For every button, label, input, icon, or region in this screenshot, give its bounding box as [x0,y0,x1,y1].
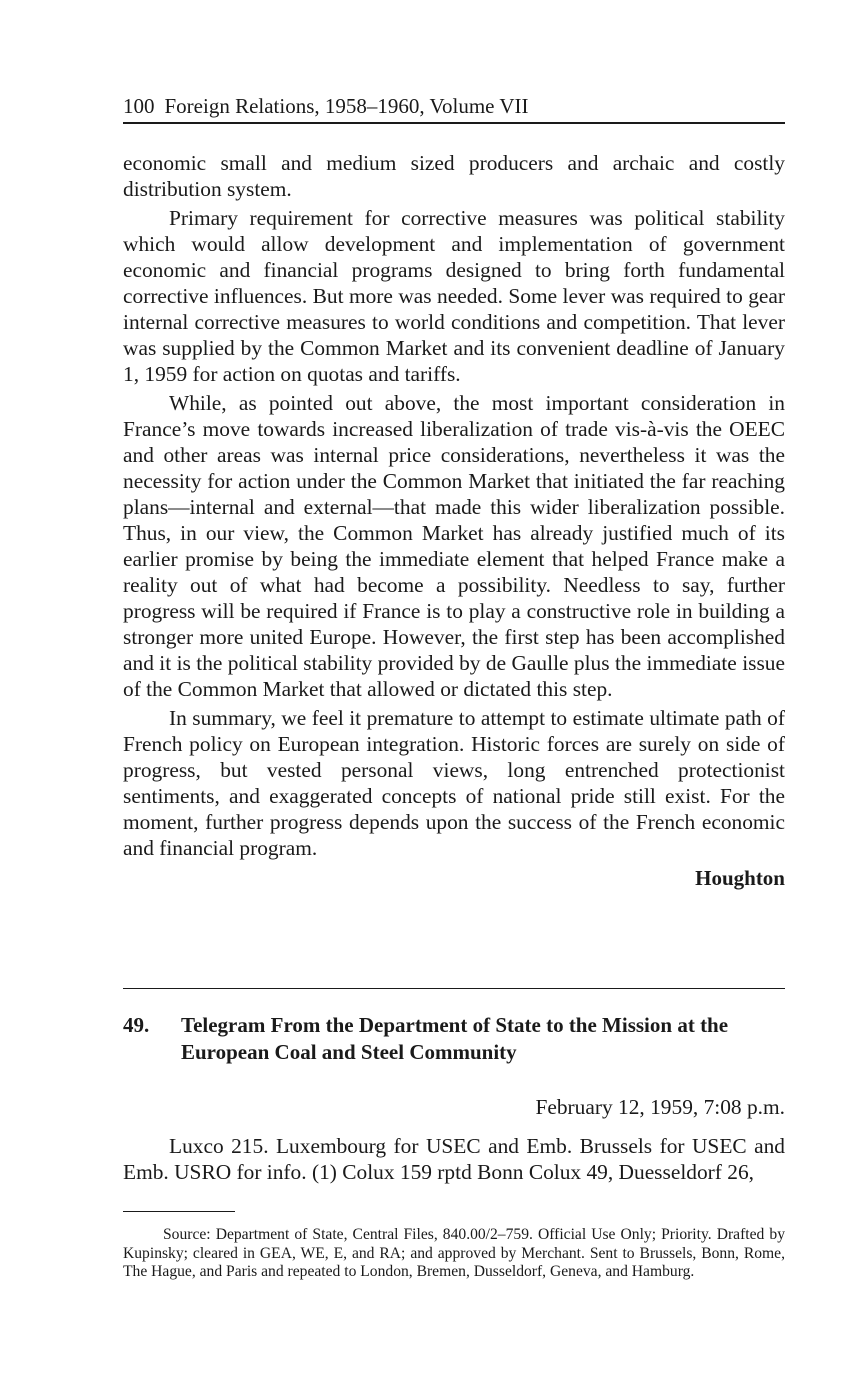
paragraph-corrective-measures: Primary requirement for corrective measures was political stability which would allow development and implementation of government economic and financial programs designed to bring forth fundamental corrective influences. But more was needed. Some lever was required to gear internal corrective measures to world conditions and competition. That lever was supplied by the Common Market and its convenient deadline of January 1, 1959 for action on quotas and tariffs. [123,206,785,386]
telegram-text: Luxco 215. Luxembourg for USEC and Emb. Brussels for USEC and Emb. USRO for info. (1) Colux 159 rptd Bonn Colux 49, Duesseldorf 26, [123,1134,785,1184]
document-page [123,92,785,1281]
document-number: 49. [123,1013,150,1037]
paragraph-liberalization: While, as pointed out above, the most important consideration in France’s move towards increased liberalization of trade vis-à-vis the OEEC and other areas was internal price considerations, nevertheless it was the necessity for action under the Common Market that initiated the far reaching plans—internal and external—that made this wider liberalization possible. Thus, in our view, the Common Market has already justified much of its earlier promise by being the immediate element that helped France make a reality out of what had become a possibility. Needless to say, further progress will be required if France is to play a constructive role in building a stronger more united Europe. However, the first step has been accomplished and it is the political stability provided by de Gaulle plus the immediate issue of the Common Market that allowed or dictated this step. [123,391,785,701]
footnote-divider [123,1211,235,1212]
page-number: 100 [123,94,155,118]
body-text [123,150,785,892]
source-footnote: Source: Department of State, Central Files, 840.00/2–759. Official Use Only; Priority. Drafted by Kupinsky; cleared in GEA, WE, E, and RA; and approved by Merchant. Sent to Brussels, Bonn, Rome, The Hague, and Paris and repeated to London, Bremen, Dusseldorf, Geneva, and Hamburg. [123,1226,785,1281]
document-title: Telegram From the Department of State to the Mission at the European Coal and Steel Community [181,1013,729,1064]
dateline: February 12, 1959, 7:08 p.m. [535,1095,785,1119]
running-title: Foreign Relations, 1958–1960, Volume VII [164,94,529,118]
document-heading [123,1012,785,1066]
paragraph-continued: economic small and medium sized producers and archaic and costly distribution system. [123,151,785,201]
paragraph-summary: In summary, we feel it premature to attempt to estimate ultimate path of French policy on European integration. Historic forces are surely on side of progress, but vested personal views, long entrenched protectionist sentiments, and exaggerated concepts of national pride still exist. For the moment, further progress depends upon the success of the French economic and financial program. [123,706,785,860]
signature: Houghton [695,866,785,890]
section-divider [123,988,785,989]
running-header [123,92,785,124]
